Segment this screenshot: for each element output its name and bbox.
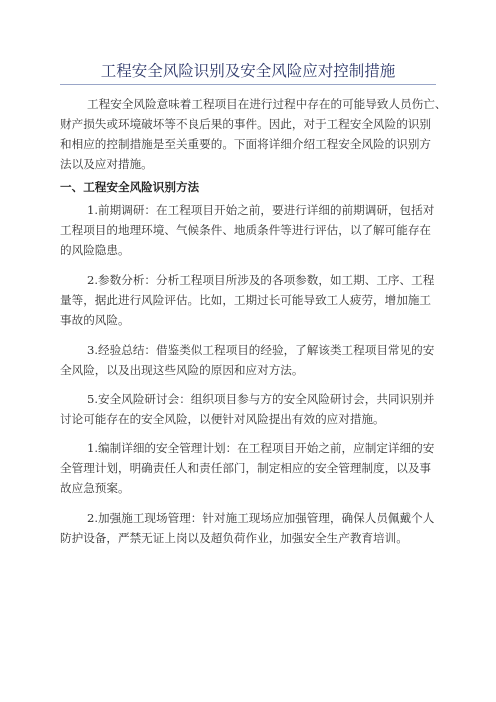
item-line: 故应急预案。 <box>60 481 130 495</box>
list-item <box>60 438 444 498</box>
intro-line: 财产损失或环境破坏等不良后果的事件。因此，对于工程安全风险的识别 <box>60 117 432 131</box>
item-line: 2.参数分析：分析工程项目所涉及的各项参数，如工期、工序、工程 <box>87 273 435 287</box>
list-item <box>60 340 444 380</box>
list-item <box>60 389 444 429</box>
item-line: 1.编制详细的安全管理计划：在工程项目开始之前，应制定详细的安 <box>87 441 435 455</box>
title-underline <box>60 84 436 85</box>
intro-line: 法以及应对措施。 <box>60 157 153 171</box>
intro-line: 工程安全风险意味着工程项目在进行过程中存在的可能导致人员伤亡、 <box>87 97 447 111</box>
item-line: 全管理计划，明确责任人和责任部门，制定相应的安全管理制度，以及事 <box>60 461 432 475</box>
item-line: 防护设备，严禁无证上岗以及超负荷作业，加强安全生产教育培训。 <box>60 531 408 545</box>
item-line: 量等，据此进行风险评估。比如，工期过长可能导致工人疲劳，增加施工 <box>60 293 432 307</box>
item-line: 讨论可能存在的安全风险，以便针对风险提出有效的应对措施。 <box>60 412 385 426</box>
intro-paragraph <box>60 94 447 174</box>
list-item <box>60 270 444 330</box>
document-title: 工程安全风险识别及安全风险应对控制措施 <box>100 62 396 80</box>
item-line: 事故的风险。 <box>60 313 130 327</box>
intro-line: 和相应的控制措施是至关重要的。下面将详细介绍工程安全风险的识别方 <box>60 137 432 151</box>
item-line: 1.前期调研：在工程项目开始之前，要进行详细的前期调研，包括对 <box>87 203 435 217</box>
item-line: 的风险隐患。 <box>60 243 130 257</box>
item-line: 5.安全风险研讨会：组织项目参与方的安全风险研讨会，共同识别并 <box>87 392 435 406</box>
item-line: 3.经验总结：借鉴类似工程项目的经验，了解该类工程项目常见的安 <box>87 343 435 357</box>
item-line: 2.加强施工现场管理：针对施工现场应加强管理，确保人员佩戴个人 <box>87 511 435 525</box>
section-heading: 一、工程安全风险识别方法 <box>60 180 200 194</box>
item-line: 工程项目的地理环境、气候条件、地质条件等进行评估，以了解可能存在 <box>60 223 432 237</box>
item-line: 全风险，以及出现这些风险的原因和应对方法。 <box>60 363 304 377</box>
list-item <box>60 200 444 260</box>
list-item <box>60 508 444 548</box>
